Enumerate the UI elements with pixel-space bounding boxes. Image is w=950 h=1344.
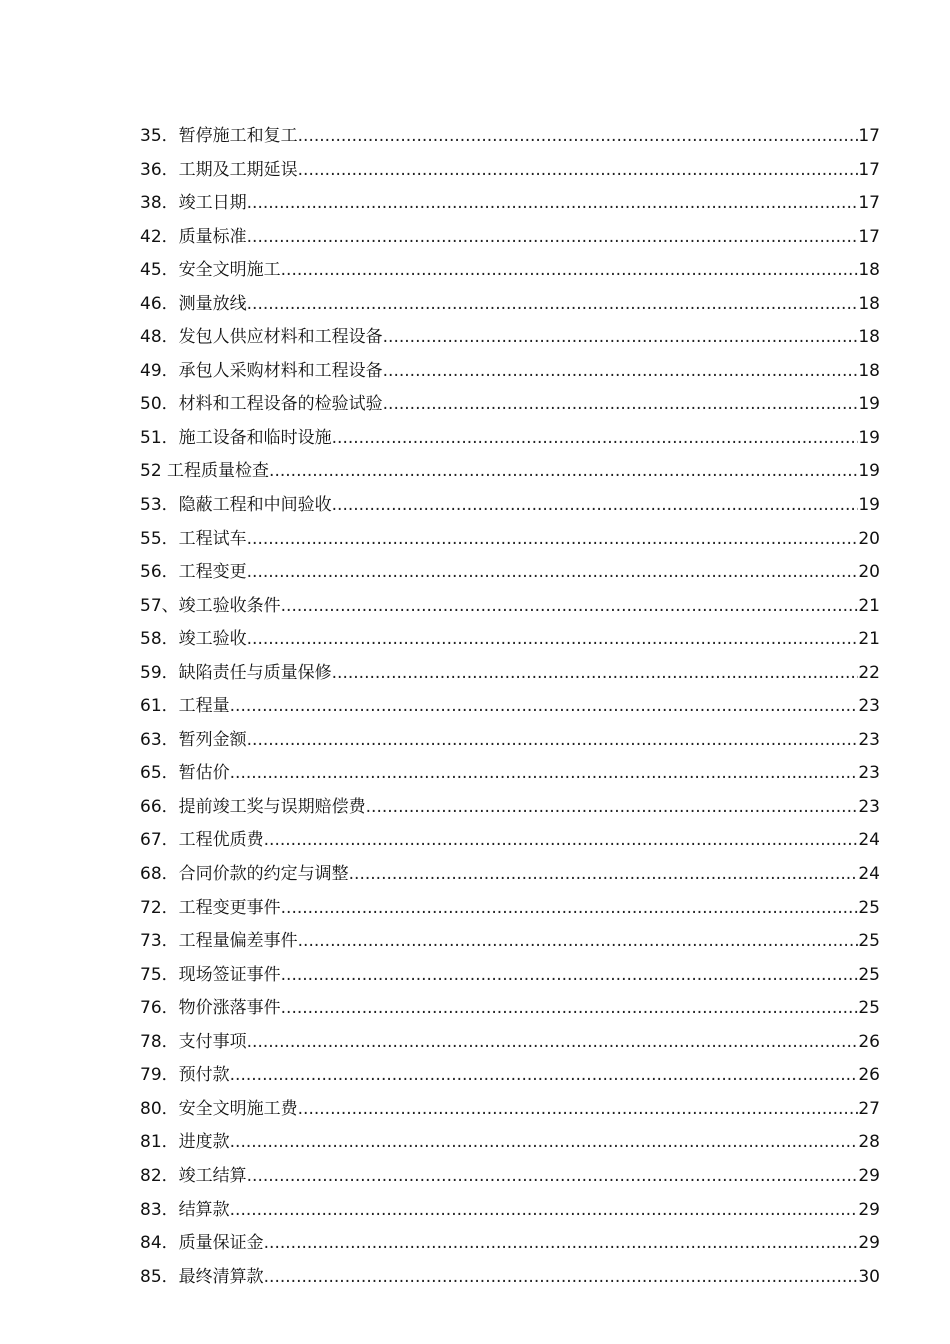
toc-entry-title: 84．质量保证金	[140, 1233, 264, 1254]
toc-page-number: 19	[858, 394, 880, 415]
toc-dot-leader	[281, 992, 859, 1026]
toc-entry-title: 73．工程量偏差事件	[140, 931, 298, 952]
toc-dot-leader	[298, 1093, 859, 1127]
toc-page-number: 26	[858, 1031, 880, 1052]
toc-entry-title: 67．工程优质费	[140, 830, 264, 851]
toc-entry[interactable]	[140, 254, 880, 288]
toc-dot-leader	[247, 623, 859, 657]
toc-dot-leader	[230, 757, 859, 791]
toc-dot-leader	[230, 690, 859, 724]
toc-page-number: 23	[858, 796, 880, 817]
toc-dot-leader	[349, 858, 859, 892]
toc-entry[interactable]	[140, 455, 880, 489]
toc-entry[interactable]	[140, 288, 880, 322]
toc-entry[interactable]	[140, 489, 880, 523]
toc-entry-title: 48．发包人供应材料和工程设备	[140, 327, 383, 348]
toc-dot-leader	[332, 657, 859, 691]
toc-entry[interactable]	[140, 120, 880, 154]
toc-entry-title: 83．结算款	[140, 1199, 230, 1220]
toc-entry[interactable]	[140, 523, 880, 557]
toc-entry[interactable]	[140, 1160, 880, 1194]
toc-page-number: 26	[858, 1065, 880, 1086]
toc-dot-leader	[298, 925, 859, 959]
toc-entry-title: 35．暂停施工和复工	[140, 126, 298, 146]
toc-entry[interactable]	[140, 959, 880, 993]
toc-dot-leader	[332, 422, 859, 456]
toc-dot-leader	[383, 388, 859, 422]
toc-entry[interactable]	[140, 724, 880, 758]
toc-entry-title: 85．最终清算款	[140, 1266, 264, 1287]
toc-entry-title: 82．竣工结算	[140, 1165, 247, 1186]
toc-dot-leader	[332, 489, 859, 523]
toc-entry[interactable]	[140, 321, 880, 355]
toc-dot-leader	[366, 791, 859, 825]
toc-dot-leader	[269, 455, 858, 489]
toc-entry[interactable]	[140, 858, 880, 892]
toc-page-number: 19	[858, 495, 880, 516]
toc-dot-leader	[247, 221, 859, 255]
toc-entry[interactable]	[140, 388, 880, 422]
toc-entry[interactable]	[140, 992, 880, 1026]
toc-entry-title: 81．进度款	[140, 1132, 230, 1153]
toc-entry[interactable]	[140, 1227, 880, 1261]
toc-page-number: 19	[858, 461, 880, 482]
toc-dot-leader	[247, 1160, 859, 1194]
toc-entry-title: 57、竣工验收条件	[140, 595, 281, 616]
toc-page-number: 25	[858, 897, 880, 918]
toc-entry-title: 42．质量标准	[140, 226, 247, 247]
toc-entry-title: 51．施工设备和临时设施	[140, 427, 332, 448]
toc-page-number: 18	[858, 260, 880, 281]
toc-entry-title: 65．暂估价	[140, 763, 230, 784]
toc-dot-leader	[247, 1026, 859, 1060]
toc-dot-leader	[247, 187, 859, 221]
toc-entry-title: 56．工程变更	[140, 562, 247, 583]
toc-entry-title: 63．暂列金额	[140, 729, 247, 750]
toc-entry[interactable]	[140, 690, 880, 724]
toc-entry[interactable]	[140, 1093, 880, 1127]
toc-entry-title: 55．工程试车	[140, 528, 247, 549]
toc-entry[interactable]	[140, 892, 880, 926]
toc-page-number: 25	[858, 998, 880, 1019]
toc-entry-title: 79．预付款	[140, 1065, 230, 1086]
toc-entry-title: 50．材料和工程设备的检验试验	[140, 394, 383, 415]
toc-page-number: 24	[858, 830, 880, 851]
toc-page-number: 23	[858, 729, 880, 750]
toc-entry-title: 59．缺陷责任与质量保修	[140, 662, 332, 683]
toc-dot-leader	[247, 523, 859, 557]
toc-entry[interactable]	[140, 824, 880, 858]
toc-entry-title: 76．物价涨落事件	[140, 998, 281, 1019]
toc-dot-leader	[230, 1059, 859, 1093]
toc-entry-title: 36．工期及工期延误	[140, 159, 298, 180]
toc-dot-leader	[247, 288, 859, 322]
toc-dot-leader	[281, 959, 859, 993]
toc-entry-title: 58．竣工验收	[140, 629, 247, 650]
toc-dot-leader	[247, 556, 859, 590]
toc-entry-title: 66．提前竣工奖与误期赔偿费	[140, 796, 366, 817]
toc-entry[interactable]	[140, 187, 880, 221]
toc-entry-title: 75．现场签证事件	[140, 964, 281, 985]
toc-dot-leader	[383, 355, 859, 389]
toc-page-number: 20	[858, 528, 880, 549]
toc-page-number: 29	[858, 1165, 880, 1186]
toc-dot-leader	[230, 1126, 859, 1160]
toc-page-number: 17	[858, 159, 880, 180]
toc-page-number: 20	[858, 562, 880, 583]
toc-entry[interactable]	[140, 1194, 880, 1228]
toc-entry[interactable]	[140, 1026, 880, 1060]
toc-entry[interactable]	[140, 1261, 880, 1295]
toc-page-number: 18	[858, 360, 880, 381]
toc-entry-title: 80．安全文明施工费	[140, 1098, 298, 1119]
toc-entry-title: 52 工程质量检查	[140, 461, 270, 482]
toc-entry-title: 72．工程变更事件	[140, 897, 281, 918]
toc-page-number: 27	[858, 1098, 880, 1119]
toc-dot-leader	[281, 590, 859, 624]
toc-dot-leader	[264, 1227, 859, 1261]
toc-dot-leader	[264, 1261, 859, 1295]
toc-entry[interactable]	[140, 422, 880, 456]
table-of-contents	[140, 120, 880, 1294]
toc-page-number: 17	[858, 226, 880, 247]
toc-entry[interactable]	[140, 791, 880, 825]
toc-entry-title: 61．工程量	[140, 696, 230, 717]
toc-entry-title: 53．隐蔽工程和中间验收	[140, 495, 332, 516]
toc-entry-title: 38．竣工日期	[140, 193, 247, 214]
toc-page-number: 18	[858, 293, 880, 314]
toc-page-number: 23	[858, 696, 880, 717]
toc-page-number: 17	[858, 193, 880, 214]
toc-page-number: 25	[858, 931, 880, 952]
toc-dot-leader	[298, 154, 859, 188]
toc-page-number: 21	[858, 629, 880, 650]
toc-dot-leader	[230, 1194, 859, 1228]
toc-dot-leader	[281, 254, 859, 288]
toc-page-number: 17	[858, 126, 880, 146]
toc-entry-title: 78．支付事项	[140, 1031, 247, 1052]
toc-entry[interactable]	[140, 925, 880, 959]
toc-entry[interactable]	[140, 556, 880, 590]
toc-entry[interactable]	[140, 154, 880, 188]
toc-page-number: 30	[858, 1266, 880, 1287]
toc-entry[interactable]	[140, 590, 880, 624]
toc-dot-leader	[383, 321, 859, 355]
toc-entry[interactable]	[140, 757, 880, 791]
toc-page-number: 25	[858, 964, 880, 985]
toc-dot-leader	[264, 824, 859, 858]
toc-entry[interactable]	[140, 221, 880, 255]
toc-page-number: 22	[858, 662, 880, 683]
toc-entry-title: 49．承包人采购材料和工程设备	[140, 360, 383, 381]
toc-dot-leader	[298, 120, 859, 154]
toc-entry-title: 45．安全文明施工	[140, 260, 281, 281]
toc-entry[interactable]	[140, 623, 880, 657]
toc-dot-leader	[281, 892, 859, 926]
toc-page-number: 29	[858, 1233, 880, 1254]
toc-page-number: 23	[858, 763, 880, 784]
toc-page-number: 21	[858, 595, 880, 616]
toc-entry[interactable]	[140, 1059, 880, 1093]
toc-entry-title: 46．测量放线	[140, 293, 247, 314]
toc-entry[interactable]	[140, 355, 880, 389]
toc-page-number: 28	[858, 1132, 880, 1153]
toc-entry[interactable]	[140, 657, 880, 691]
toc-page-number: 19	[858, 427, 880, 448]
toc-page-number: 18	[858, 327, 880, 348]
toc-dot-leader	[247, 724, 859, 758]
toc-page-number: 29	[858, 1199, 880, 1220]
toc-entry-title: 68．合同价款的约定与调整	[140, 864, 349, 885]
toc-page-number: 24	[858, 864, 880, 885]
toc-entry[interactable]	[140, 1126, 880, 1160]
